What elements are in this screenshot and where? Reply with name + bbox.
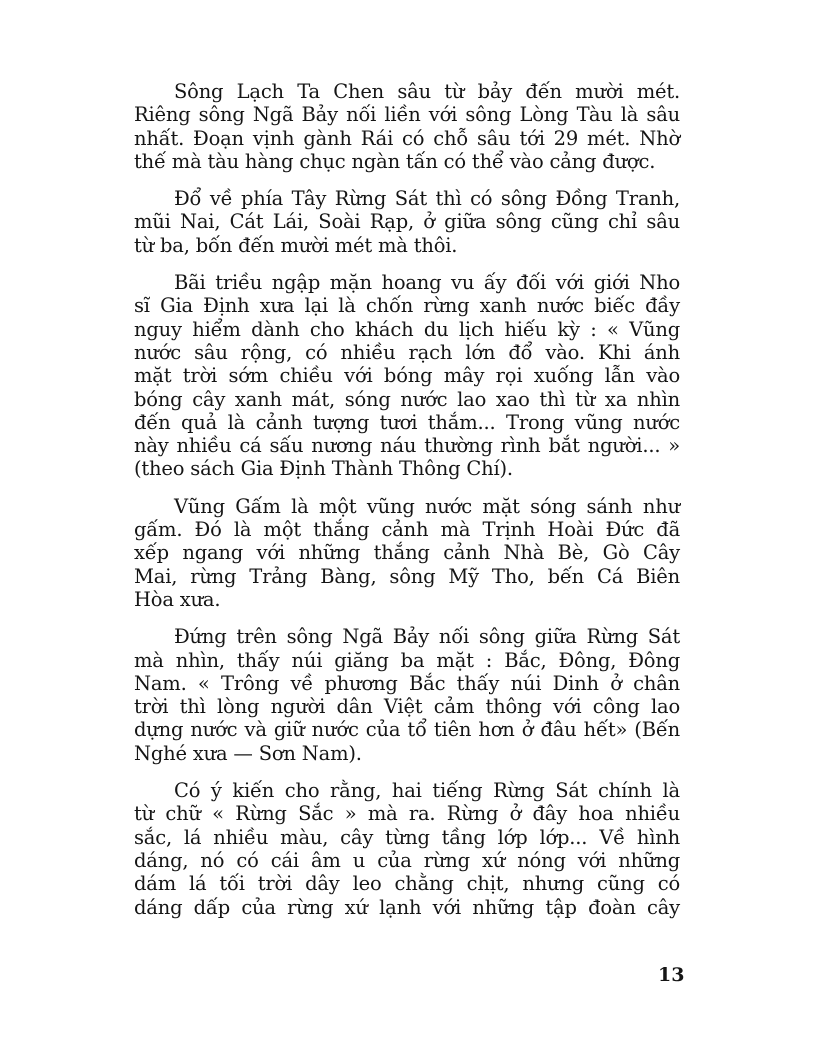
text-line: xếp ngang với những thắng cảnh Nhà Bè, Gò Cây [134, 541, 680, 565]
text-line: từ ba, bốn đến mười mét mà thôi. [134, 233, 458, 257]
text-line: mũi Nai, Cát Lái, Soài Rạp, ở giữa sông cũng chỉ sâu [134, 210, 680, 234]
text-line: (theo sách Gia Định Thành Thông Chí). [134, 457, 513, 481]
text-line: Có ý kiến cho rằng, hai tiếng Rừng Sát chính là [174, 779, 680, 803]
text-line: Vũng Gấm là một vũng nước mặt sóng sánh như [174, 494, 680, 518]
paragraph [134, 271, 680, 481]
text-line: dáng, nó có cái âm u của rừng xứ nóng với những [134, 848, 680, 872]
text-line: Sông Lạch Ta Chen sâu từ bảy đến mười mét. [174, 80, 680, 103]
body-text [134, 80, 680, 933]
text-line: Nghé xưa — Sơn Nam). [134, 741, 362, 765]
text-line: thế mà tàu hàng chục ngàn tấn có thể vào cảng được. [134, 149, 656, 173]
text-line: gấm. Đó là một thắng cảnh mà Trịnh Hoài Đức đã [134, 518, 680, 542]
text-line: nguy hiểm dành cho khách du lịch hiếu kỳ : « Vũng [134, 317, 680, 341]
text-line: dựng nước và giữ nước của tổ tiên hơn ở đâu hết» (Bến [134, 718, 680, 742]
text-line: trời thì lòng người dân Việt cảm thông với công lao [134, 695, 680, 719]
text-line: Đứng trên sông Ngã Bảy nối sông giữa Rừng Sát [174, 625, 680, 649]
text-line: dáng dấp của rừng xứ lạnh với những tập đoàn cây [134, 895, 680, 919]
paragraph [134, 625, 680, 765]
text-line: Riêng sông Ngã Bảy nối liền với sông Lòng Tàu là sâu [134, 103, 680, 127]
text-line: từ chữ « Rừng Sắc » mà ra. Rừng ở đây hoa nhiều [134, 802, 680, 826]
text-line: đến quả là cảnh tượng tươi thắm... Trong vũng nước [134, 410, 680, 434]
page-number: 13 [658, 964, 685, 986]
text-line: nhất. Đoạn vịnh gành Rái có chỗ sâu tới 29 mét. Nhờ [134, 126, 680, 150]
text-line: mà nhìn, thấy núi giăng ba mặt : Bắc, Đông, Đông [134, 648, 680, 672]
text-line: sắc, lá nhiều màu, cây từng tầng lớp lớp... Về hình [134, 825, 680, 849]
text-line: Nam. « Trông về phương Bắc thấy núi Dinh ở chân [134, 671, 680, 695]
text-line: sĩ Gia Định xưa lại là chốn rừng xanh nước biếc đầy [134, 294, 680, 318]
text-line: Bãi triều ngập mặn hoang vu ấy đối với giới Nho [174, 271, 680, 295]
paragraph [134, 779, 680, 919]
text-line: Hòa xưa. [134, 587, 221, 611]
paragraph [134, 80, 680, 173]
text-line: Đổ về phía Tây Rừng Sát thì có sông Đồng Tranh, [174, 187, 680, 211]
paragraph [134, 495, 680, 611]
paragraph [134, 187, 680, 257]
text-line: dám lá tối trời dây leo chằng chịt, nhưng cũng có [134, 872, 680, 896]
text-line: này nhiều cá sấu nương náu thường rình bắt người... » [134, 434, 680, 458]
text-line: mặt trời sớm chiều với bóng mây rọi xuống lẫn vào [134, 364, 680, 388]
text-line: bóng cây xanh mát, sóng nước lao xao thì từ xa nhìn [134, 387, 680, 411]
text-line: Mai, rừng Trảng Bàng, sông Mỹ Tho, bến Cá Biên [134, 564, 680, 588]
text-line: nước sâu rộng, có nhiều rạch lớn đổ vào. Khi ánh [134, 340, 680, 364]
